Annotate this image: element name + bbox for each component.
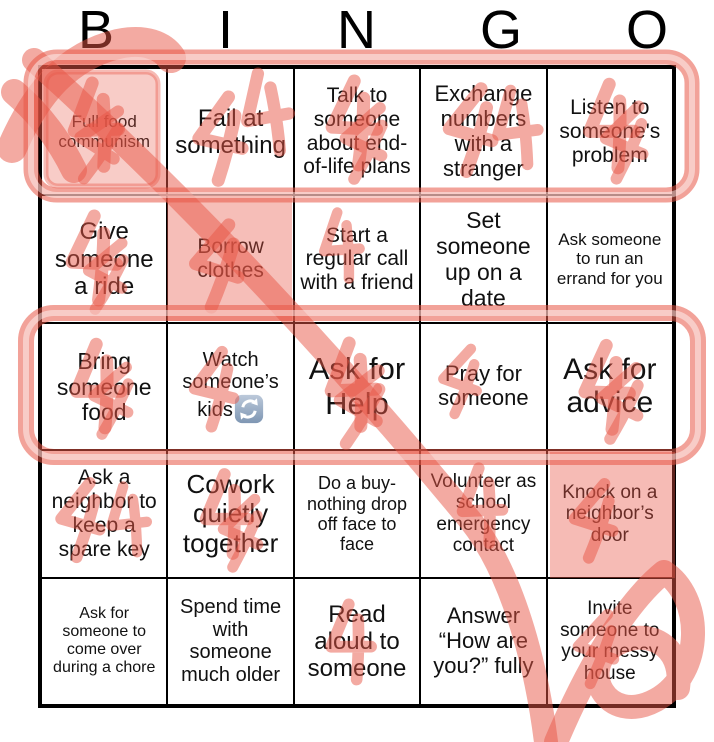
cell-label: Start a regular call with a friend [300,223,414,294]
bingo-grid [38,65,676,708]
bingo-cell[interactable] [294,578,420,705]
title-letter: N [336,0,376,60]
cell-label: Exchange numbers with a stranger [434,80,533,181]
cell-label: Ask for Help [308,351,406,422]
bingo-cell[interactable] [294,68,420,195]
bingo-cell[interactable] [41,195,167,322]
bingo-cell[interactable] [420,68,546,195]
title-letter: I [218,0,234,60]
cell-label: Ask a neighbor to keep a spare key [51,466,157,561]
cell-label: Invite someone to your messy house [560,598,660,684]
bingo-cell[interactable] [547,195,673,322]
title-letter: O [625,0,668,60]
bingo-cell[interactable] [547,450,673,577]
cell-label: Ask someone to run an errand for you [556,230,663,288]
bingo-cell[interactable] [41,323,167,450]
bingo-cell[interactable] [167,450,293,577]
bingo-cell[interactable] [420,323,546,450]
bingo-cell[interactable] [420,578,546,705]
cell-label: Volunteer as school emergency contact [430,470,537,557]
bingo-cell[interactable] [167,195,293,322]
title-letter: B [78,0,115,60]
bingo-cell[interactable] [167,578,293,705]
bingo-title [78,0,668,60]
cell-label: Fail at something [175,104,286,159]
cell-label: Borrow clothes [197,235,264,283]
cell-label: Listen to someone's problem [559,96,661,167]
cell-label: Read aloud to someone [307,600,407,682]
title-letter: G [479,0,522,60]
cell-label: Answer “How are you?” fully [433,603,534,678]
cell-label: Pray for someone [438,360,529,411]
cell-label: Spend time with someone much older [180,596,282,686]
cell-label: Set someone up on a date [436,207,531,312]
bingo-cell[interactable] [41,578,167,705]
cell-label: Do a buy-nothing drop off face to face [306,473,408,555]
bingo-cell[interactable] [547,323,673,450]
bingo-cell[interactable] [41,68,167,195]
cell-label: Ask for someone to come over during a chore [53,605,156,677]
bingo-cell[interactable] [294,195,420,322]
bingo-cell[interactable] [294,450,420,577]
bingo-cell[interactable] [420,195,546,322]
cell-label: Give someone a ride [54,218,154,300]
cell-label: Full food communism [58,112,150,151]
bingo-cell[interactable] [420,450,546,577]
cell-label: Knock on a neighbor’s door [562,481,658,546]
bingo-cell[interactable] [294,323,420,450]
bingo-cell[interactable] [41,450,167,577]
cell-label: Ask for advice [563,352,657,420]
bingo-cell[interactable] [167,68,293,195]
cell-label: Cowork quietly together [182,468,279,558]
bingo-cell[interactable] [547,68,673,195]
counterclockwise-arrows-icon [234,394,264,424]
cell-label: Bring someone food [56,347,152,426]
bingo-cell[interactable] [547,578,673,705]
cell-label: Talk to someone about end-of-life plans [303,84,411,179]
cell-label: Watch someone’s kids [172,349,288,424]
bingo-cell[interactable] [167,323,293,450]
